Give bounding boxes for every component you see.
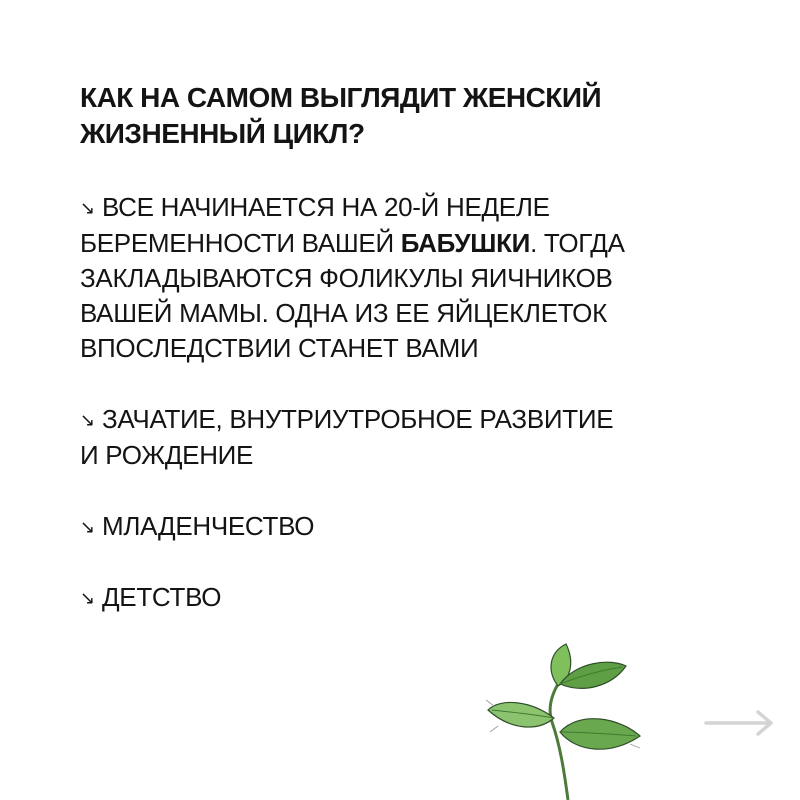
arrow-down-right-icon: ↘: [80, 517, 95, 537]
list-item-conception: [80, 402, 780, 473]
item-text: . ТОГДА: [530, 228, 625, 258]
title-line: ЖИЗНЕННЫЙ ЦИКЛ?: [80, 118, 365, 149]
list-item-childhood: [80, 580, 780, 616]
arrow-down-right-icon: ↘: [80, 198, 95, 218]
item-text: ЗАКЛАДЫВАЮТСЯ ФОЛИКУЛЫ ЯИЧНИКОВ: [80, 263, 613, 293]
leaf: [488, 702, 554, 727]
item-text: ВПОСЛЕДСТВИИ СТАНЕТ ВАМИ: [80, 333, 479, 363]
list-item-infancy: [80, 509, 780, 545]
page-title: [80, 80, 760, 152]
sprout-illustration: [480, 640, 680, 800]
item-text: ВСЕ НАЧИНАЕТСЯ НА 20-Й НЕДЕЛЕ: [102, 192, 550, 222]
sprout-stem: [550, 684, 568, 800]
arrow-down-right-icon: ↘: [80, 588, 95, 608]
item-text-bold: БАБУШКИ: [400, 228, 531, 258]
item-text: МЛАДЕНЧЕСТВО: [102, 511, 315, 541]
item-text: ДЕТСТВО: [102, 582, 222, 612]
item-text: ЗАЧАТИЕ, ВНУТРИУТРОБНОЕ РАЗВИТИЕ: [102, 404, 614, 434]
title-line: КАК НА САМОМ ВЫГЛЯДИТ ЖЕНСКИЙ: [80, 82, 602, 113]
arrow-right-icon[interactable]: [704, 707, 776, 739]
list-item-grandmother: [80, 190, 780, 366]
arrow-down-right-icon: ↘: [80, 410, 95, 430]
item-text: ВАШЕЙ МАМЫ. ОДНА ИЗ ЕЕ ЯЙЦЕКЛЕТОК: [80, 298, 607, 328]
item-text: БЕРЕМЕННОСТИ ВАШЕЙ: [80, 228, 401, 258]
item-text: И РОЖДЕНИЕ: [80, 440, 254, 470]
